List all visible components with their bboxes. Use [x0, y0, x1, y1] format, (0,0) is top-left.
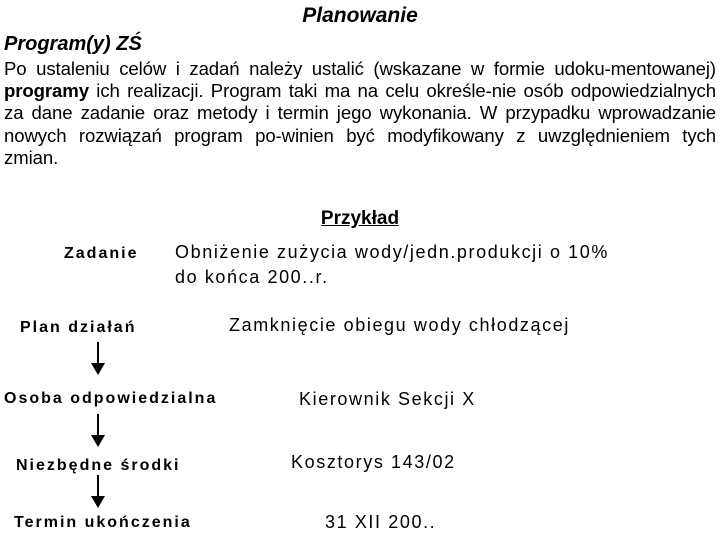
section-title: Program(y) ZŚ [4, 33, 142, 55]
task-value-line1: Obniżenie zużycia wody/jedn.produkcji o 10% [175, 242, 610, 262]
person-label: Osoba odpowiedzialna [4, 390, 218, 407]
resources-value: Kosztorys 143/02 [291, 452, 456, 472]
paragraph-part1: Po ustaleniu celów i zadań należy ustalić (wskazane w formie udoku-mentowanej) [4, 58, 716, 79]
down-arrow-icon [88, 414, 108, 448]
task-label: Zadanie [64, 245, 139, 262]
resources-label: Niezbędne środki [16, 457, 181, 474]
plan-label: Plan działań [20, 319, 137, 336]
down-arrow-icon [88, 342, 108, 376]
page-title: Planowanie [302, 4, 418, 27]
paragraph-part2: ich realizacji. Program taki ma na celu określe-nie osób odpowiedzialnych za dane zadanie oraz metody i termin jego wykonania. W przypadku wprowadzanie nowych rozwiązań program po-winien być modyfikowany z uwzględnieniem tych zmian. [4, 80, 716, 168]
deadline-label: Termin ukończenia [14, 514, 192, 531]
person-value: Kierownik Sekcji X [299, 389, 476, 409]
deadline-value: 31 XII 200.. [325, 512, 437, 532]
description-paragraph [4, 58, 716, 169]
paragraph-bold-term: programy [4, 80, 89, 102]
example-heading: Przykład [320, 208, 400, 229]
task-value-line2: do końca 200..r. [175, 267, 329, 287]
plan-value: Zamknięcie obiegu wody chłodzącej [229, 315, 570, 335]
down-arrow-icon [88, 475, 108, 509]
